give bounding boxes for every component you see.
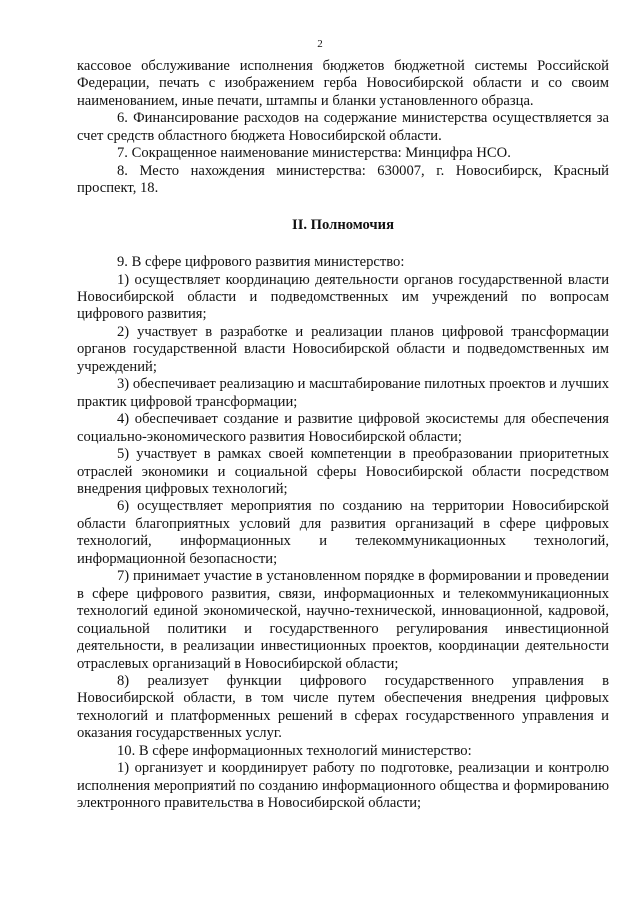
document-body <box>77 58 609 813</box>
subitem-9-5: 5) участвует в рамках своей компетенции в преобразовании приоритетных отраслей экономики и социальной сферы Новосибирской области посредством внедрения цифровых технологий; <box>77 446 609 497</box>
subitem-9-8: 8) реализует функции цифрового государственного управления в Новосибирской области, в том числе путем обеспечения внедрения цифровых технологий и платформенных решений в сферах государственного управления и оказания государственных услуг. <box>77 672 609 742</box>
subitem-9-1: 1) осуществляет координацию деятельности органов государственной власти Новосибирской области и подведомственных им учреждений по вопросам цифрового развития; <box>77 271 609 323</box>
paragraph-item-6: 6. Финансирование расходов на содержание министерства осуществляется за счет средств областного бюджета Новосибирской области. <box>77 110 609 144</box>
subitem-9-4: 4) обеспечивает создание и развитие цифровой экосистемы для обеспечения социально-экономического развития Новосибирской области; <box>77 411 609 445</box>
subitem-9-7: 7) принимает участие в установленном порядке в формировании и проведении в сфере цифрового развития, связи, информационных и телекоммуникационных технологий единой экономической, научно-технической, инновационной, кадровой, социальной политики и государственного регулирования инвестиционной деятельности, в реализации инвестиционных проектов, координации деятельности отраслевых организаций в Новосибирской области; <box>77 568 609 672</box>
paragraph-continuation: кассовое обслуживание исполнения бюджетов бюджетной системы Российской Федерации, печать с изображением герба Новосибирской области и со своим наименованием, иные печати, штампы и бланки установленного образца. <box>77 58 609 109</box>
subitem-9-3: 3) обеспечивает реализацию и масштабирование пилотных проектов и лучших практик цифровой трансформации; <box>77 376 609 410</box>
paragraph-item-7: 7. Сокращенное наименование министерства: Минцифра НСО. <box>117 145 511 162</box>
subitem-9-6: 6) осуществляет мероприятия по созданию на территории Новосибирской области благоприятных условий для развития организаций в сфере цифровых технологий, информационных и телекоммуникационных технологий, информационной безопасности; <box>77 498 609 567</box>
section-heading: II. Полномочия <box>292 216 394 233</box>
paragraph-item-10: 10. В сфере информационных технологий министерство: <box>117 742 472 759</box>
paragraph-item-9: 9. В сфере цифрового развития министерство: <box>117 254 405 271</box>
page-number: 2 <box>317 38 323 50</box>
subitem-10-1: 1) организует и координирует работу по подготовке, реализации и контролю исполнения мероприятий по созданию информационного общества и формированию электронного правительства в Новосибирской области; <box>77 760 609 812</box>
subitem-9-2: 2) участвует в разработке и реализации планов цифровой трансформации органов государственной власти Новосибирской области и подведомственных им учреждений; <box>77 323 609 375</box>
paragraph-item-8: 8. Место нахождения министерства: 630007, г. Новосибирск, Красный проспект, 18. <box>77 162 609 197</box>
